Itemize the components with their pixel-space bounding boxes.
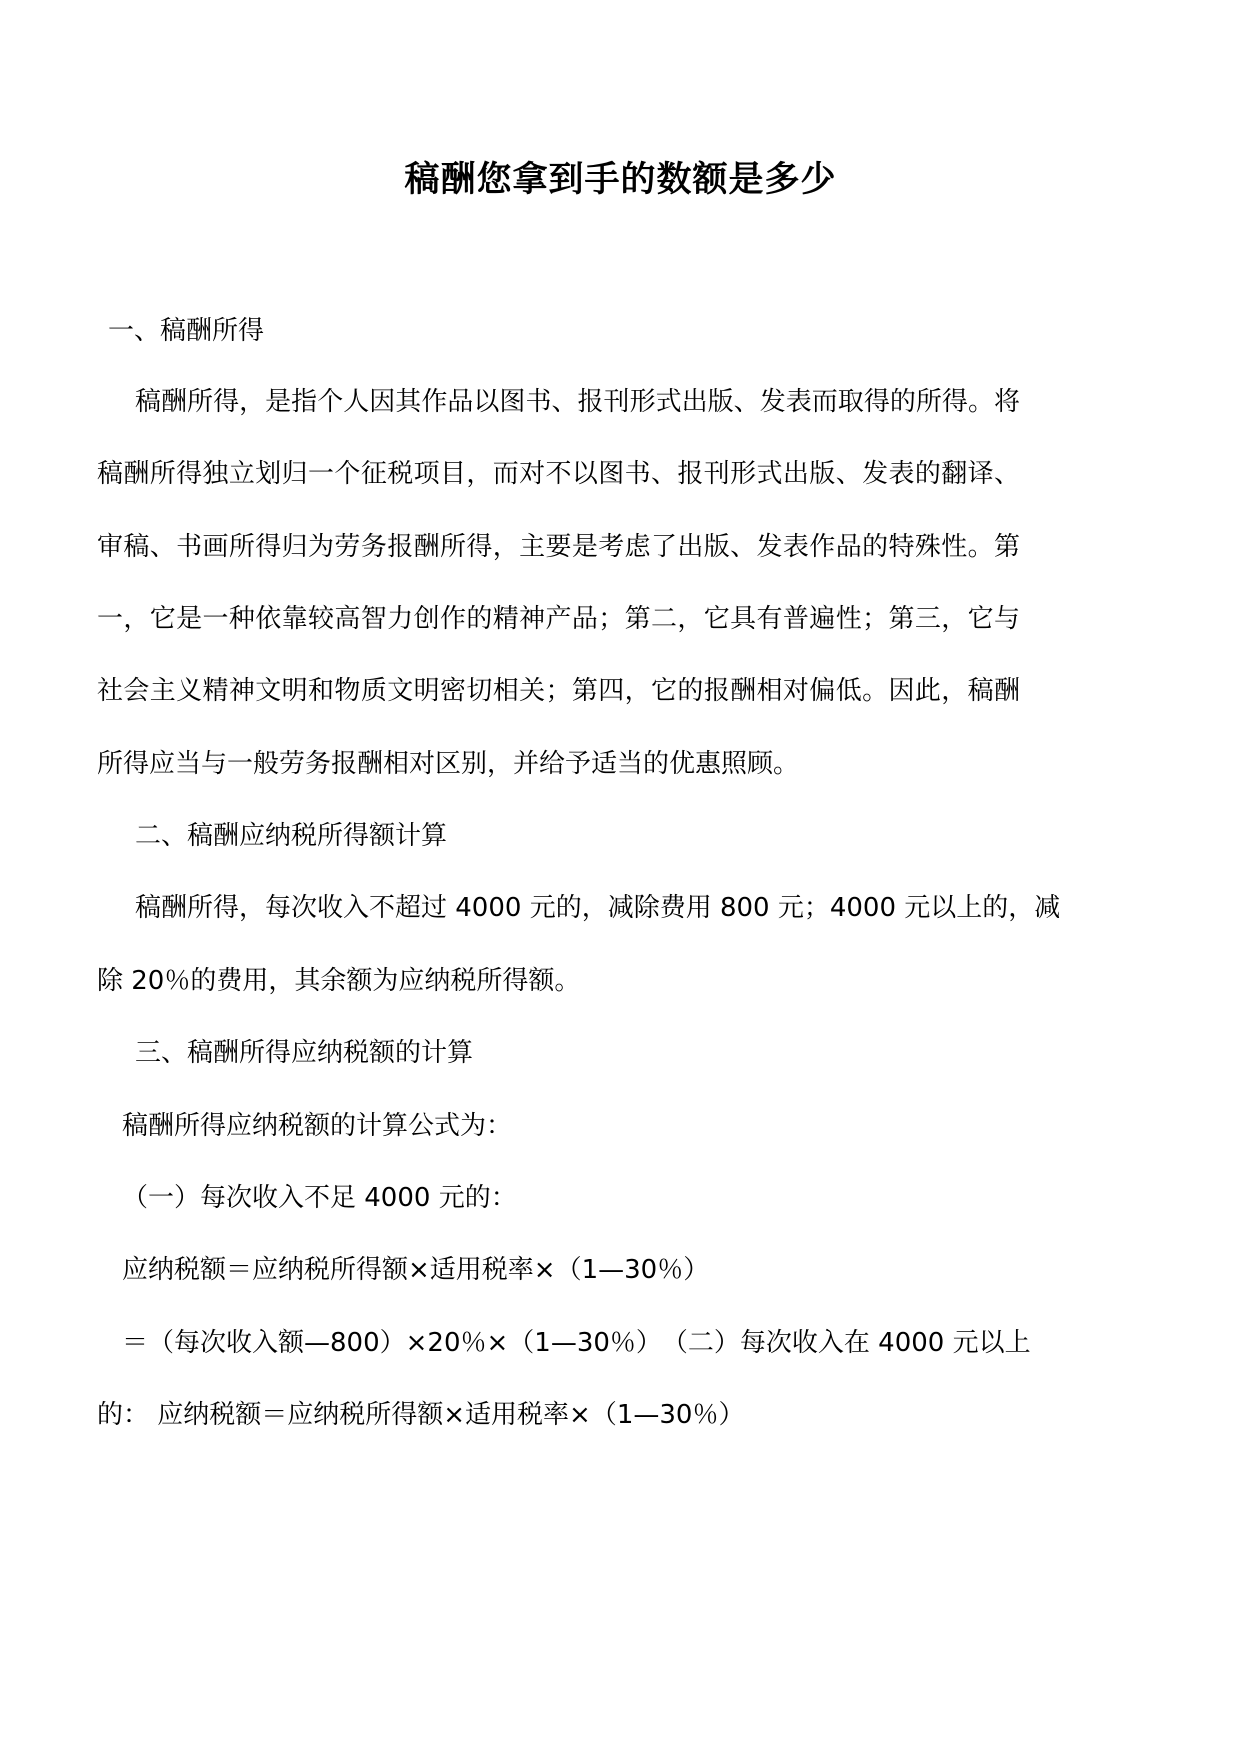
paragraph-2-line-1: 稿酬所得，每次收入不超过 4000 元的，减除费用 800 元；4000 元以上的，减 [135,893,1061,923]
paragraph-1-line-3: 审稿、书画所得归为劳务报酬所得，主要是考虑了出版、发表作品的特殊性。第 [97,532,1020,562]
paragraph-2-line-2: 除 20％的费用，其余额为应纳税所得额。 [97,966,581,996]
section-heading-3: 三、稿酬所得应纳税额的计算 [135,1038,474,1068]
section-heading-1: 一、稿酬所得 [108,316,265,346]
paragraph-1-line-1: 稿酬所得，是指个人因其作品以图书、报刊形式出版、发表而取得的所得。将 [135,387,1020,417]
formula-intro: 稿酬所得应纳税额的计算公式为： [122,1111,513,1141]
paragraph-1-line-5: 社会主义精神文明和物质文明密切相关；第四，它的报酬相对偏低。因此，稿酬 [97,676,1020,706]
paragraph-1-line-2: 稿酬所得独立划归一个征税项目，而对不以图书、报刊形式出版、发表的翻译、 [97,459,1020,489]
formula-case-1-line-1: 应纳税额＝应纳税所得额×适用税率×（1—30％） [122,1255,710,1285]
formula-case-1-line-2: ＝（每次收入额—800）×20％×（1—30％） （二）每次收入在 4000 元以上 [122,1328,1031,1358]
formula-case-2-line: 的： 应纳税额＝应纳税所得额×适用税率×（1—30％） [97,1400,745,1430]
section-heading-2: 二、稿酬应纳税所得额计算 [135,821,448,851]
formula-case-1-heading: （一）每次收入不足 4000 元的： [122,1183,517,1213]
document-title: 稿酬您拿到手的数额是多少 [404,160,837,200]
paragraph-1-line-6: 所得应当与一般劳务报酬相对区别，并给予适当的优惠照顾。 [97,749,800,779]
paragraph-1-line-4: 一，它是一种依靠较高智力创作的精神产品；第二，它具有普遍性；第三，它与 [97,604,1020,634]
